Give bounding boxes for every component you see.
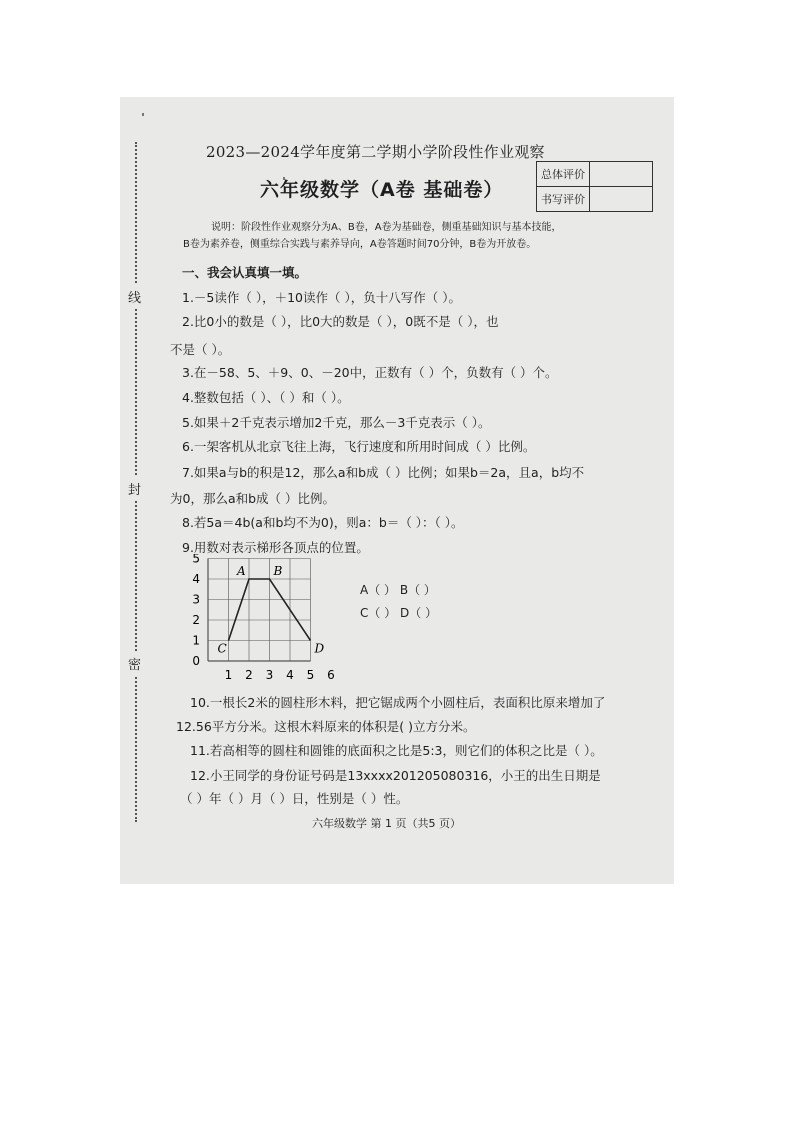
question-10-line-2: 12.56平方分米。这根木料原来的体积是( )立方分米。 bbox=[176, 719, 476, 734]
question-1: 1.－5读作（ ），＋10读作（ ），负十八写作（ ）。 bbox=[182, 290, 461, 305]
question-9: 9.用数对表示梯形各顶点的位置。 bbox=[182, 540, 369, 555]
y-tick-label: 1 bbox=[192, 633, 200, 648]
question-7-line-1: 7.如果a与b的积是12，那么a和b成（ ）比例；如果b＝2a，且a，b均不 bbox=[182, 465, 585, 480]
instructions-line-1: 说明：阶段性作业观察分为A、B卷，A卷为基础卷，侧重基础知识与基本技能， bbox=[211, 222, 562, 233]
vertex-label-b: B bbox=[273, 564, 283, 578]
question-7-line-2: 为0，那么a和b成（ ）比例。 bbox=[170, 491, 336, 506]
y-tick-label: 5 bbox=[192, 554, 200, 566]
eval-total-box[interactable] bbox=[590, 162, 653, 187]
exam-subtitle: 六年级数学（A卷 基础卷） bbox=[260, 179, 504, 201]
question-12-line-1: 12.小王同学的身份证号码是13xxxx201205080316，小王的出生日期是 bbox=[190, 768, 601, 783]
x-tick-label: 4 bbox=[286, 668, 294, 682]
binding-label-seal: 封 bbox=[128, 477, 141, 500]
exam-photo bbox=[120, 97, 674, 884]
x-tick-label: 2 bbox=[245, 668, 253, 682]
eval-writing-box[interactable] bbox=[590, 187, 653, 212]
y-tick-label: 3 bbox=[192, 592, 200, 607]
binding-label-secret: 密 bbox=[128, 652, 141, 675]
instructions-line-2: B卷为素养卷，侧重综合实践与素养导向，A卷答题时间70分钟，B卷为开放卷。 bbox=[183, 239, 537, 250]
coords-answer-ab: A（ ） B（ ） bbox=[360, 583, 436, 597]
eval-total-label: 总体评价 bbox=[537, 162, 590, 187]
question-2-line-1: 2.比0小的数是（ ），比0大的数是（ ），0既不是（ ），也 bbox=[182, 314, 499, 329]
x-tick-label: 1 bbox=[224, 668, 233, 682]
exam-title: 2023—2024学年度第二学期小学阶段性作业观察 bbox=[206, 143, 545, 161]
x-tick-label: 6 bbox=[327, 668, 335, 682]
question-2-line-2: 不是（ ）。 bbox=[170, 342, 231, 357]
x-tick-label: 5 bbox=[306, 668, 315, 682]
question-11: 11.若高相等的圆柱和圆锥的底面积之比是5:3，则它们的体积之比是（ ）。 bbox=[190, 743, 603, 758]
page-footer: 六年级数学 第 1 页（共5 页） bbox=[312, 817, 461, 830]
question-5: 5.如果＋2千克表示增加2千克，那么－3千克表示（ ）。 bbox=[182, 415, 491, 430]
eval-writing-label: 书写评价 bbox=[537, 187, 590, 212]
y-tick-label: 2 bbox=[192, 613, 200, 627]
y-tick-label: 0 bbox=[192, 654, 200, 668]
section-heading: 一、我会认真填一填。 bbox=[182, 265, 308, 280]
vertex-label-c: C bbox=[217, 641, 227, 656]
coords-answer-cd: C（ ） D（ ） bbox=[360, 606, 438, 620]
vertex-label-d: D bbox=[314, 641, 325, 656]
x-tick-label: 3 bbox=[265, 668, 274, 682]
speck-mark bbox=[142, 113, 144, 116]
vertex-label-a: A bbox=[237, 564, 246, 578]
y-tick-label: 4 bbox=[192, 572, 200, 586]
evaluation-table bbox=[536, 161, 653, 212]
instructions bbox=[183, 219, 623, 253]
question-4: 4.整数包括（ ）、（ ）和（ ）。 bbox=[182, 390, 350, 405]
question-6: 6.一架客机从北京飞往上海，飞行速度和所用时间成（ ）比例。 bbox=[182, 439, 536, 454]
question-12-line-2: （ ）年（ ）月（ ）日，性别是（ ）性。 bbox=[180, 791, 409, 806]
question-8: 8.若5a＝4b(a和b均不为0)，则a：b＝（ ）：（ ）。 bbox=[182, 515, 464, 530]
question-10-line-1: 10.一根长2米的圆柱形木料，把它锯成两个小圆柱后，表面积比原来增加了 bbox=[190, 695, 606, 710]
binding-label-line: 线 bbox=[128, 285, 141, 308]
question-3: 3.在－58、5、＋9、0、－20中，正数有（ ）个，负数有（ ）个。 bbox=[182, 365, 558, 380]
trapezoid-grid-figure bbox=[172, 554, 342, 688]
coordinate-grid bbox=[172, 554, 342, 684]
